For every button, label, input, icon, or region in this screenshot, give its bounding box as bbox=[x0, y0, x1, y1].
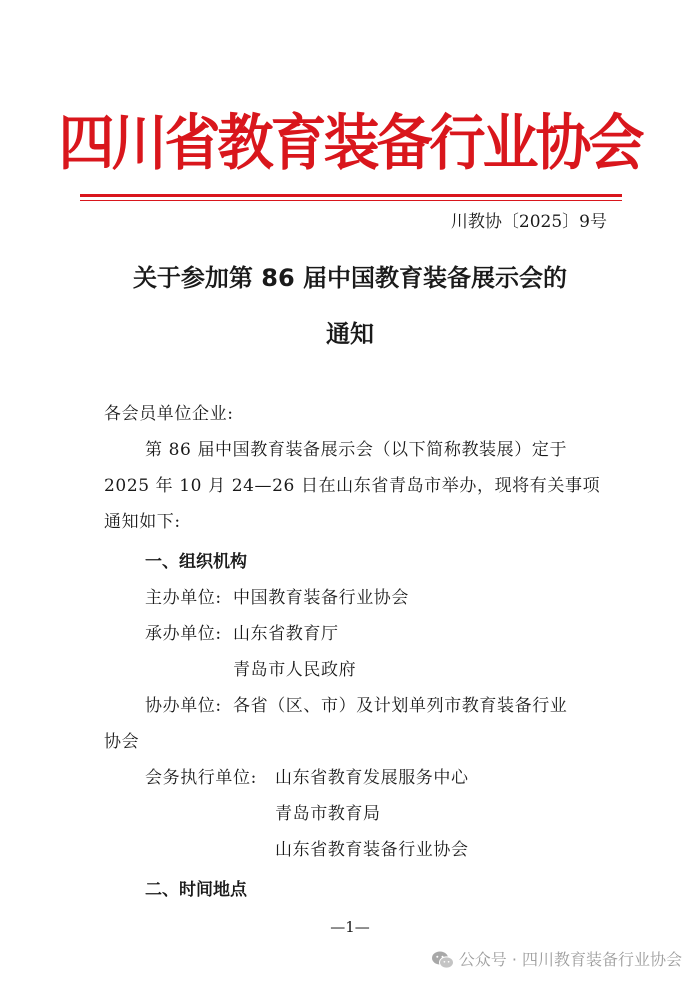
section-heading-organization: 一、组织机构 bbox=[145, 552, 247, 572]
page-number: —1— bbox=[330, 918, 370, 936]
watermark-text: 公众号 · 四川教育装备行业协会 bbox=[458, 950, 682, 969]
wechat-icon bbox=[431, 950, 455, 970]
host-value: 中国教育装备行业协会 bbox=[233, 588, 409, 608]
host-label: 主办单位: bbox=[145, 588, 222, 608]
executor-label: 会务执行单位: bbox=[145, 768, 257, 788]
section-heading-time-location: 二、时间地点 bbox=[145, 880, 247, 900]
executor-value-3: 山东省教育装备行业协会 bbox=[275, 840, 469, 860]
document-number: 川教协〔2025〕9号 bbox=[450, 212, 607, 232]
salutation: 各会员单位企业: bbox=[104, 404, 234, 424]
red-divider-thick bbox=[80, 194, 622, 197]
intro-line-2: 2025 年 10 月 24—26 日在山东省青岛市举办，现将有关事项 bbox=[104, 476, 601, 496]
intro-line-1: 第 86 届中国教育装备展示会（以下简称教装展）定于 bbox=[145, 440, 568, 460]
org-masthead: 四川省教育装备行业协会 bbox=[58, 107, 642, 179]
notice-title-line1: 关于参加第 86 届中国教育装备展示会的 bbox=[132, 264, 568, 292]
coorganizer-value: 各省（区、市）及计划单列市教育装备行业 bbox=[233, 696, 568, 716]
executor-value-2: 青岛市教育局 bbox=[275, 804, 381, 824]
coorganizer-value-cont: 协会 bbox=[104, 732, 140, 752]
organizer-value-1: 山东省教育厅 bbox=[233, 624, 339, 644]
source-watermark bbox=[431, 946, 682, 974]
intro-line-3: 通知如下: bbox=[104, 512, 181, 532]
organizer-value-2: 青岛市人民政府 bbox=[233, 660, 357, 680]
executor-value-1: 山东省教育发展服务中心 bbox=[275, 768, 469, 788]
organizer-label: 承办单位: bbox=[145, 624, 222, 644]
red-divider-thin bbox=[80, 200, 622, 201]
coorganizer-label: 协办单位: bbox=[145, 696, 222, 716]
notice-title-line2: 通知 bbox=[326, 320, 374, 348]
